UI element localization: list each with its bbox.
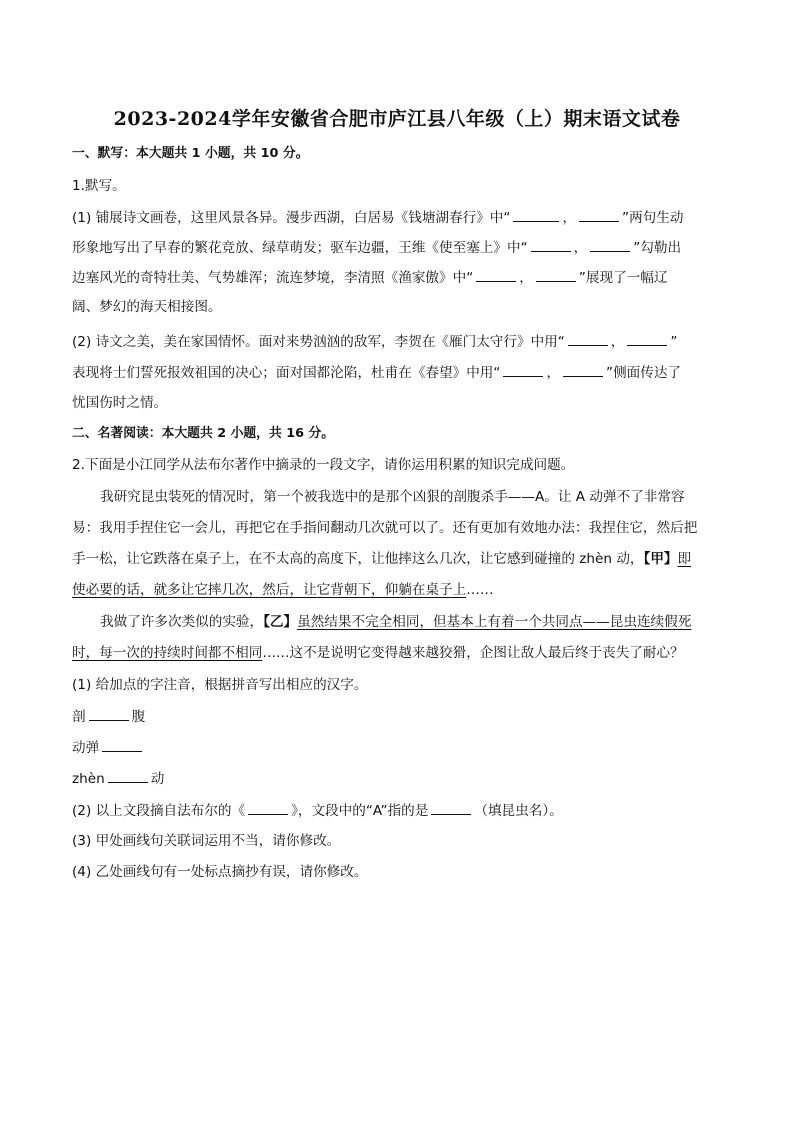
q1-p2-line1: [72, 331, 732, 352]
section2-header: 二、名著阅读：本大题共 2 小题，共 16 分。: [72, 426, 335, 441]
text: zhèn: [72, 771, 105, 787]
text: 形象地写出了早春的繁花竞放、绿草萌发；驱车边疆，王维《使至塞上》中“: [72, 240, 528, 256]
answer-blank[interactable]: [248, 800, 288, 815]
passage1-line3: [72, 549, 732, 569]
page-title: 2023-2024学年安徽省合肥市庐江县八年级（上）期末语文试卷: [113, 108, 681, 130]
answer-blank[interactable]: [579, 207, 619, 222]
text: ，: [562, 210, 577, 226]
passage2-line2: [72, 643, 732, 663]
text: ”两句生动: [622, 210, 684, 226]
text: ，: [519, 270, 533, 286]
q2-sub1: (1) 给加点的字注音，根据拼音写出相应的汉字。: [72, 677, 368, 693]
answer-blank[interactable]: [89, 706, 129, 721]
text: (2) 以上文段摘自法布尔的《: [72, 803, 246, 819]
q1-p2-line2: [72, 362, 732, 383]
word-zhen-dong: [72, 768, 732, 789]
text: ，: [573, 240, 588, 256]
word-pou-fu: [72, 706, 732, 727]
answer-blank[interactable]: [108, 768, 148, 783]
answer-blank[interactable]: [627, 331, 667, 346]
q1-p1-line1: [72, 207, 732, 228]
answer-blank[interactable]: [503, 362, 543, 377]
q2-sub4: (4) 乙处画线句有一处标点摘抄有误，请你修改。: [72, 864, 368, 880]
q1-p1-line4: 阔、梦幻的海天相接图。: [72, 299, 222, 315]
q2-sub3: (3) 甲处画线句关联词运用不当，请你修改。: [72, 833, 341, 849]
underlined-text: 虽然结果不完全相同，但基本上有着一个共同点——昆虫连续假死: [297, 614, 692, 630]
text: 腹: [131, 709, 146, 725]
section1-header: 一、默写：本大题共 1 小题，共 10 分。: [72, 146, 309, 161]
text: 动: [150, 771, 165, 787]
answer-blank[interactable]: [102, 737, 142, 752]
answer-blank[interactable]: [590, 237, 630, 252]
q1-label: 1.默写。: [72, 178, 126, 194]
text: (1) 铺展诗文画卷，这里风景各异。漫步西湖，白居易《钱塘湖春行》中“: [72, 210, 511, 226]
q1-p1-line3: [72, 267, 732, 288]
answer-blank[interactable]: [536, 267, 576, 282]
text: （填昆虫名）。: [474, 803, 563, 819]
q1-p1-line2: [72, 237, 732, 258]
text: 表现将士们誓死报效祖国的决心；面对国都沦陷，杜甫在《春望》中用“: [72, 365, 501, 381]
passage1-line1: 我研究昆虫装死的情况时，第一个被我选中的是那个凶狠的剖腹杀手——A。让 A 动弹不了非常容: [100, 489, 685, 505]
answer-blank[interactable]: [568, 331, 608, 346]
word-dong-tan: [72, 737, 732, 758]
text: ，: [546, 365, 561, 381]
text: 边塞风光的奇特壮美、气势雄浑；流连梦境，李清照《渔家傲》中“: [72, 270, 474, 286]
text: ”展现了一幅辽: [578, 270, 668, 286]
answer-blank[interactable]: [476, 267, 516, 282]
text: ……这不是说明它变得越来越狡猾，企图让敌人最后终于丧失了耐心？: [262, 645, 684, 661]
text: 剖: [72, 709, 86, 725]
passage2-line1: [100, 612, 760, 632]
text: 我做了许多次类似的实验，: [100, 614, 264, 630]
text: ”勾勒出: [633, 240, 682, 256]
answer-blank[interactable]: [531, 237, 571, 252]
answer-blank[interactable]: [513, 207, 559, 222]
underlined-text: 使必要的话，就多让它摔几次，然后，让它背朝下，仰躺在桌子上: [72, 582, 467, 598]
text: (2) 诗文之美，美在家国情怀。面对来势汹汹的敌军，李贺在《雁门太守行》中用“: [72, 334, 565, 350]
mark-jia: 【甲】: [643, 551, 678, 567]
underlined-text: 即: [677, 551, 692, 567]
passage1-line2: 易：我用手捏住它一会儿，再把它在手指间翻动几次就可以了。还有更加有效地办法：我捏住它，然后把: [72, 520, 698, 536]
passage1-line4: [72, 580, 732, 600]
q2-sub2: [72, 800, 732, 821]
text: 》，文段中的“A”指的是: [291, 803, 429, 819]
answer-blank[interactable]: [563, 362, 603, 377]
q1-p2-line3: 忧国伤时之情。: [72, 395, 168, 411]
text: ”侧面传达了: [606, 365, 682, 381]
text: ，: [610, 334, 625, 350]
text: ”: [670, 334, 678, 350]
mark-yi: 【乙】: [263, 614, 298, 630]
text: 手一松，让它跌落在桌子上，在不太高的高度下，让他摔这么几次，让它感到碰撞的 zhèn 动，: [72, 551, 644, 567]
text: ……: [466, 582, 494, 598]
underlined-text: 时，每一次的持续时间都不相同: [72, 645, 263, 661]
text: 动弹: [72, 740, 100, 756]
answer-blank[interactable]: [431, 800, 471, 815]
q2-intro: 2.下面是小江同学从法布尔著作中摘录的一段文字，请你运用积累的知识完成问题。: [72, 457, 575, 473]
